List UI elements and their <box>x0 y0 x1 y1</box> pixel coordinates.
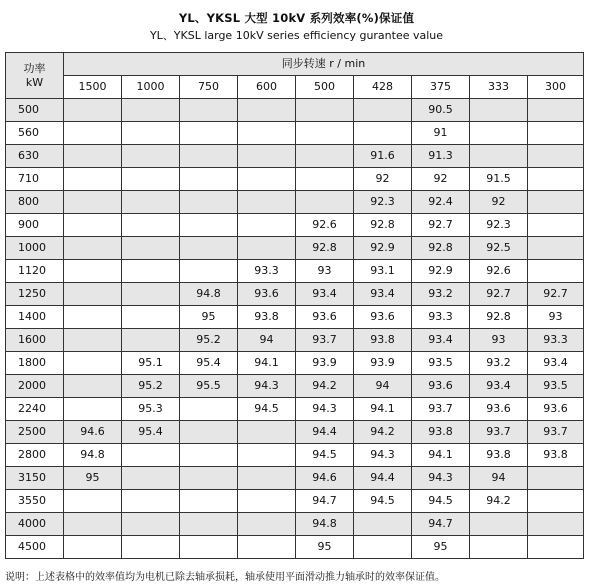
efficiency-cell: 93.6 <box>412 375 470 398</box>
efficiency-cell <box>238 237 296 260</box>
power-cell: 1000 <box>6 237 64 260</box>
speed-header-600: 600 <box>238 76 296 99</box>
efficiency-cell: 91.5 <box>470 168 528 191</box>
efficiency-cell <box>354 122 412 145</box>
efficiency-cell: 95 <box>296 536 354 559</box>
power-cell: 1400 <box>6 306 64 329</box>
efficiency-cell <box>470 99 528 122</box>
efficiency-table <box>5 52 584 559</box>
efficiency-cell <box>180 99 238 122</box>
efficiency-cell: 92.4 <box>412 191 470 214</box>
efficiency-cell <box>122 444 180 467</box>
efficiency-cell <box>64 260 122 283</box>
speed-header-300: 300 <box>528 76 584 99</box>
efficiency-cell <box>180 421 238 444</box>
efficiency-cell: 94.5 <box>412 490 470 513</box>
efficiency-cell: 93.6 <box>238 283 296 306</box>
power-cell: 560 <box>6 122 64 145</box>
efficiency-cell: 93.2 <box>470 352 528 375</box>
efficiency-cell <box>238 99 296 122</box>
table-title-chinese: YL、YKSL 大型 10kV 系列效率(%)保证值 <box>178 11 415 25</box>
efficiency-cell <box>64 168 122 191</box>
efficiency-cell <box>64 398 122 421</box>
efficiency-cell: 95 <box>64 467 122 490</box>
efficiency-cell <box>180 237 238 260</box>
table-row <box>6 306 584 329</box>
efficiency-cell: 92.6 <box>296 214 354 237</box>
efficiency-cell <box>180 536 238 559</box>
table-row <box>6 145 584 168</box>
efficiency-cell: 93.1 <box>354 260 412 283</box>
efficiency-cell <box>122 306 180 329</box>
efficiency-cell <box>238 421 296 444</box>
efficiency-cell: 93.6 <box>296 306 354 329</box>
efficiency-cell <box>180 398 238 421</box>
efficiency-cell <box>238 444 296 467</box>
efficiency-cell <box>122 283 180 306</box>
power-column-header <box>6 53 64 99</box>
efficiency-cell: 94.4 <box>354 467 412 490</box>
efficiency-cell: 94.2 <box>354 421 412 444</box>
table-row <box>6 375 584 398</box>
efficiency-cell: 93.6 <box>470 398 528 421</box>
speed-header-1500: 1500 <box>64 76 122 99</box>
efficiency-cell <box>296 168 354 191</box>
efficiency-cell <box>238 467 296 490</box>
power-cell: 630 <box>6 145 64 168</box>
efficiency-cell <box>64 536 122 559</box>
efficiency-cell <box>122 329 180 352</box>
efficiency-cell: 95.1 <box>122 352 180 375</box>
speed-header-333: 333 <box>470 76 528 99</box>
power-label: 功率 <box>23 61 46 75</box>
efficiency-cell: 93.9 <box>296 352 354 375</box>
efficiency-cell <box>528 260 584 283</box>
efficiency-cell <box>296 145 354 168</box>
efficiency-cell <box>64 352 122 375</box>
efficiency-cell: 95.4 <box>122 421 180 444</box>
efficiency-cell: 95.2 <box>180 329 238 352</box>
efficiency-cell: 93.4 <box>470 375 528 398</box>
power-cell: 2500 <box>6 421 64 444</box>
efficiency-cell <box>528 145 584 168</box>
power-cell: 2240 <box>6 398 64 421</box>
efficiency-cell: 93.3 <box>238 260 296 283</box>
efficiency-cell: 94.8 <box>180 283 238 306</box>
table-row <box>6 444 584 467</box>
efficiency-cell <box>64 513 122 536</box>
efficiency-cell: 94 <box>470 467 528 490</box>
efficiency-cell <box>122 122 180 145</box>
efficiency-cell <box>470 536 528 559</box>
efficiency-cell: 93.8 <box>528 444 584 467</box>
efficiency-cell <box>122 237 180 260</box>
efficiency-cell <box>122 467 180 490</box>
efficiency-cell <box>238 214 296 237</box>
efficiency-cell <box>64 99 122 122</box>
efficiency-cell <box>470 513 528 536</box>
efficiency-cell: 94.5 <box>296 444 354 467</box>
power-cell: 500 <box>6 99 64 122</box>
speed-header-375: 375 <box>412 76 470 99</box>
efficiency-cell <box>238 490 296 513</box>
efficiency-cell <box>64 237 122 260</box>
table-row <box>6 283 584 306</box>
efficiency-cell: 94.8 <box>296 513 354 536</box>
efficiency-cell <box>180 467 238 490</box>
efficiency-cell: 92.7 <box>528 283 584 306</box>
efficiency-cell: 92 <box>412 168 470 191</box>
efficiency-cell: 94.2 <box>296 375 354 398</box>
efficiency-cell <box>528 490 584 513</box>
efficiency-cell <box>528 99 584 122</box>
efficiency-cell: 94.4 <box>296 421 354 444</box>
efficiency-cell <box>470 122 528 145</box>
efficiency-cell <box>122 145 180 168</box>
efficiency-cell: 90.5 <box>412 99 470 122</box>
speed-header-500: 500 <box>296 76 354 99</box>
efficiency-cell: 93.3 <box>412 306 470 329</box>
efficiency-cell: 93.8 <box>470 444 528 467</box>
efficiency-cell: 91.3 <box>412 145 470 168</box>
efficiency-cell <box>528 122 584 145</box>
efficiency-cell: 95.5 <box>180 375 238 398</box>
efficiency-cell <box>296 99 354 122</box>
table-row <box>6 214 584 237</box>
efficiency-cell: 93.6 <box>354 306 412 329</box>
efficiency-cell <box>528 214 584 237</box>
efficiency-cell: 93.9 <box>354 352 412 375</box>
table-row <box>6 329 584 352</box>
efficiency-cell: 92.3 <box>470 214 528 237</box>
efficiency-cell <box>180 260 238 283</box>
efficiency-cell: 92.6 <box>470 260 528 283</box>
power-cell: 2000 <box>6 375 64 398</box>
efficiency-cell: 93.8 <box>238 306 296 329</box>
power-cell: 3550 <box>6 490 64 513</box>
speed-header-750: 750 <box>180 76 238 99</box>
efficiency-cell: 94.3 <box>354 444 412 467</box>
efficiency-cell <box>122 536 180 559</box>
power-cell: 3150 <box>6 467 64 490</box>
efficiency-cell: 94 <box>238 329 296 352</box>
efficiency-cell <box>296 122 354 145</box>
efficiency-cell <box>354 99 412 122</box>
table-row <box>6 513 584 536</box>
efficiency-cell: 94.6 <box>64 421 122 444</box>
power-cell: 800 <box>6 191 64 214</box>
table-row <box>6 237 584 260</box>
efficiency-cell: 95.3 <box>122 398 180 421</box>
efficiency-cell <box>238 191 296 214</box>
efficiency-cell <box>238 122 296 145</box>
efficiency-cell <box>238 513 296 536</box>
efficiency-cell: 93.6 <box>528 398 584 421</box>
power-cell: 1120 <box>6 260 64 283</box>
power-cell: 1250 <box>6 283 64 306</box>
efficiency-cell <box>180 490 238 513</box>
efficiency-cell: 91 <box>412 122 470 145</box>
efficiency-cell: 93 <box>528 306 584 329</box>
efficiency-cell: 94.1 <box>354 398 412 421</box>
efficiency-cell <box>122 191 180 214</box>
efficiency-cell: 92.7 <box>412 214 470 237</box>
efficiency-cell: 93.4 <box>412 329 470 352</box>
power-cell: 900 <box>6 214 64 237</box>
efficiency-cell: 95 <box>180 306 238 329</box>
efficiency-cell: 95.4 <box>180 352 238 375</box>
efficiency-cell: 94.6 <box>296 467 354 490</box>
efficiency-cell: 95 <box>412 536 470 559</box>
efficiency-cell <box>354 513 412 536</box>
efficiency-cell: 93.4 <box>354 283 412 306</box>
efficiency-cell: 93.4 <box>296 283 354 306</box>
efficiency-cell: 92.9 <box>354 237 412 260</box>
efficiency-cell: 91.6 <box>354 145 412 168</box>
efficiency-cell: 94.3 <box>238 375 296 398</box>
table-row <box>6 260 584 283</box>
efficiency-cell <box>64 329 122 352</box>
efficiency-cell: 93.5 <box>412 352 470 375</box>
efficiency-cell: 94.1 <box>412 444 470 467</box>
efficiency-cell <box>122 260 180 283</box>
efficiency-cell <box>180 214 238 237</box>
table-title-english: YL、YKSL large 10kV series efficiency gurantee value <box>149 29 444 42</box>
efficiency-cell <box>64 214 122 237</box>
efficiency-cell <box>528 168 584 191</box>
efficiency-cell <box>180 168 238 191</box>
efficiency-cell: 93.4 <box>528 352 584 375</box>
efficiency-cell <box>64 191 122 214</box>
efficiency-cell <box>528 191 584 214</box>
table-row <box>6 168 584 191</box>
efficiency-cell <box>180 145 238 168</box>
efficiency-cell: 94 <box>354 375 412 398</box>
efficiency-cell: 93.3 <box>528 329 584 352</box>
efficiency-cell: 95.2 <box>122 375 180 398</box>
efficiency-cell <box>354 536 412 559</box>
table-row <box>6 421 584 444</box>
efficiency-cell <box>64 375 122 398</box>
efficiency-cell <box>64 122 122 145</box>
efficiency-cell <box>528 513 584 536</box>
power-cell: 710 <box>6 168 64 191</box>
power-cell: 4000 <box>6 513 64 536</box>
efficiency-cell <box>122 214 180 237</box>
efficiency-cell <box>470 145 528 168</box>
speed-header-row <box>6 76 584 99</box>
efficiency-cell: 93.8 <box>412 421 470 444</box>
efficiency-cell <box>180 444 238 467</box>
table-row <box>6 99 584 122</box>
footnote: 说明：上述表格中的效率值均为电机已除去轴承损耗，轴承使用平面滑动推力轴承时的效率保证值。 <box>5 572 445 583</box>
efficiency-cell: 92.8 <box>470 306 528 329</box>
table-row <box>6 467 584 490</box>
efficiency-cell <box>528 237 584 260</box>
efficiency-cell: 92.3 <box>354 191 412 214</box>
efficiency-cell <box>238 536 296 559</box>
efficiency-cell: 94.8 <box>64 444 122 467</box>
efficiency-cell <box>238 168 296 191</box>
efficiency-cell: 92.8 <box>296 237 354 260</box>
efficiency-cell <box>64 306 122 329</box>
efficiency-cell: 93.5 <box>528 375 584 398</box>
efficiency-cell: 94.5 <box>238 398 296 421</box>
efficiency-cell <box>122 168 180 191</box>
power-unit-label: kW <box>25 75 44 89</box>
efficiency-cell: 94.3 <box>412 467 470 490</box>
efficiency-cell: 93 <box>470 329 528 352</box>
speed-header-1000: 1000 <box>122 76 180 99</box>
efficiency-cell: 92 <box>470 191 528 214</box>
efficiency-cell: 92.9 <box>412 260 470 283</box>
efficiency-cell: 92.8 <box>354 214 412 237</box>
efficiency-cell <box>64 283 122 306</box>
efficiency-cell <box>180 191 238 214</box>
table-row <box>6 398 584 421</box>
efficiency-cell <box>528 536 584 559</box>
table-row <box>6 536 584 559</box>
efficiency-cell: 94.3 <box>296 398 354 421</box>
efficiency-cell: 93 <box>296 260 354 283</box>
table-row <box>6 122 584 145</box>
efficiency-cell: 92 <box>354 168 412 191</box>
table-row <box>6 490 584 513</box>
efficiency-cell: 93.7 <box>412 398 470 421</box>
efficiency-cell <box>238 145 296 168</box>
speed-header-428: 428 <box>354 76 412 99</box>
efficiency-cell: 94.1 <box>238 352 296 375</box>
table-row <box>6 352 584 375</box>
speed-group-header: 同步转速 r / min <box>64 53 584 76</box>
table-body <box>6 99 584 559</box>
efficiency-cell <box>64 490 122 513</box>
efficiency-cell: 92.5 <box>470 237 528 260</box>
efficiency-cell: 92.7 <box>470 283 528 306</box>
efficiency-cell: 93.7 <box>296 329 354 352</box>
efficiency-cell <box>180 122 238 145</box>
power-cell: 1600 <box>6 329 64 352</box>
power-cell: 4500 <box>6 536 64 559</box>
efficiency-cell: 94.2 <box>470 490 528 513</box>
power-cell: 2800 <box>6 444 64 467</box>
efficiency-cell: 94.5 <box>354 490 412 513</box>
efficiency-cell <box>122 513 180 536</box>
efficiency-cell: 93.2 <box>412 283 470 306</box>
efficiency-cell <box>180 513 238 536</box>
efficiency-cell: 93.7 <box>470 421 528 444</box>
power-cell: 1800 <box>6 352 64 375</box>
efficiency-cell: 93.7 <box>528 421 584 444</box>
table-row <box>6 191 584 214</box>
efficiency-cell <box>528 467 584 490</box>
efficiency-cell <box>122 490 180 513</box>
efficiency-cell <box>296 191 354 214</box>
efficiency-cell: 93.8 <box>354 329 412 352</box>
efficiency-cell <box>122 99 180 122</box>
efficiency-cell: 94.7 <box>412 513 470 536</box>
efficiency-cell <box>64 145 122 168</box>
efficiency-cell: 94.7 <box>296 490 354 513</box>
efficiency-cell: 92.8 <box>412 237 470 260</box>
